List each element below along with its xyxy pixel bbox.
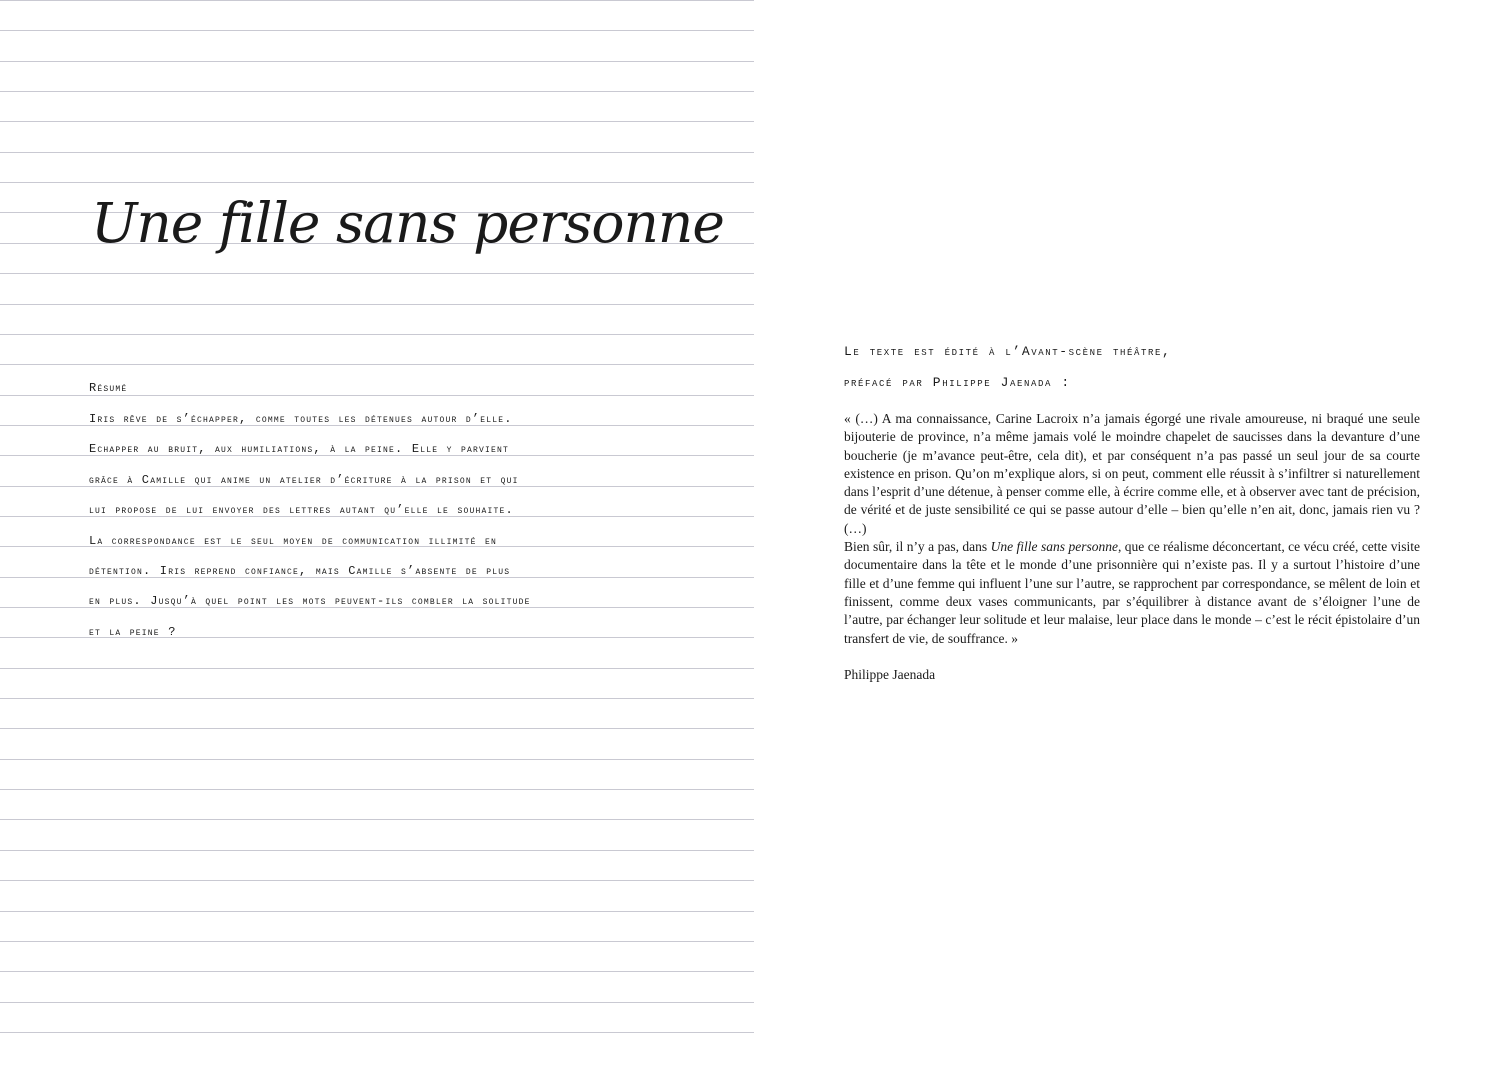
ruled-line (0, 941, 754, 942)
quote-paragraph (844, 538, 1420, 648)
preface-quote (844, 410, 1420, 648)
ruled-line (0, 911, 754, 912)
quoted-book-title: Une fille sans personne (990, 539, 1118, 555)
summary-line: détention. Iris reprend confiance, mais Camille s’absente de plus (89, 563, 511, 578)
ruled-line (0, 30, 754, 31)
summary-line: Iris rêve de s’échapper, comme toutes les détenues autour d’elle. (89, 412, 513, 426)
ruled-line (0, 121, 754, 122)
summary-line: grâce à Camille qui anime un atelier d’écriture à la prison et qui (89, 472, 519, 487)
summary-line: et la peine ? (89, 624, 177, 639)
ruled-line (0, 698, 754, 699)
ruled-line (0, 789, 754, 790)
edition-line: préfacé par Philippe Jaenada : (844, 375, 1071, 390)
summary-line: en plus. Jusqu’à quel point les mots peuvent-ils combler la solitude (89, 594, 531, 609)
ruled-line (0, 152, 754, 153)
ruled-line (0, 182, 754, 183)
summary-heading: Résumé (89, 381, 128, 395)
ruled-line (0, 273, 754, 274)
summary-line: Echapper au bruit, aux humiliations, à la peine. Elle y parvient (89, 442, 510, 457)
ruled-line (0, 728, 754, 729)
ruled-line (0, 304, 754, 305)
quote-text: , que ce réalisme déconcertant, ce vécu créé, cette visite documentaire dans la tête et le monde d’une prisonnière qui n’existe pas. Il y a surtout l’histoire d’une fille et d’une femme qui influent l’une sur l’autre, se rapprochent par correspondance, se mêlent de loin et finissent, comme deux vases communicants, par s’équilibrer à distance avant de s’éloigner l’une de l’autre, par échanger leur solitude et leur malaise, leur place dans le monde – c’est le récit épistolaire d’un transfert de vie, de souffrance. » (844, 539, 1420, 646)
ruled-line (0, 1002, 754, 1003)
ruled-line (0, 91, 754, 92)
ruled-line (0, 880, 754, 881)
ruled-line (0, 61, 754, 62)
ruled-line (0, 0, 754, 1)
preface-author: Philippe Jaenada (844, 666, 936, 682)
ruled-line (0, 364, 754, 365)
summary-line: La correspondance est le seul moyen de communication illimité en (89, 533, 498, 548)
ruled-line (0, 971, 754, 972)
right-page (844, 340, 1420, 684)
ruled-line (0, 1032, 754, 1033)
edition-line: Le texte est édité à l’Avant-scène théâtre, (844, 344, 1172, 359)
ruled-line (0, 668, 754, 669)
ruled-line (0, 850, 754, 851)
book-title: Une fille sans personne (91, 191, 724, 255)
summary-line: lui propose de lui envoyer des lettres autant qu’elle le souhaite. (89, 503, 514, 518)
summary-block (89, 376, 689, 649)
ruled-line (0, 759, 754, 760)
quote-text: Bien sûr, il n’y a pas, dans (844, 539, 991, 555)
ruled-line (0, 334, 754, 335)
quote-paragraph: « (…) A ma connaissance, Carine Lacroix n’a jamais égorgé une rivale amoureuse, ni braqué une seule bijouterie de province, n’a même jamais volé le moindre chapelet de saucisses dans la devanture d’une boucherie (je m’avance peut-être, cela dit), et par conséquent n’a pas passé un seul jour de sa courte existence en prison. Qu’on m’explique alors, si on peut, comment elle réussit à s’infiltrer si naturellement dans l’esprit d’une détenue, à penser comme elle, à écrire comme elle, et à observer avec tant de précision, de vérité et de juste sensibilité ce qui se passe autour d’elle – bien qu’elle n’en ait, donc, jamais rien vu ? (…) (844, 411, 1420, 536)
ruled-line (0, 819, 754, 820)
